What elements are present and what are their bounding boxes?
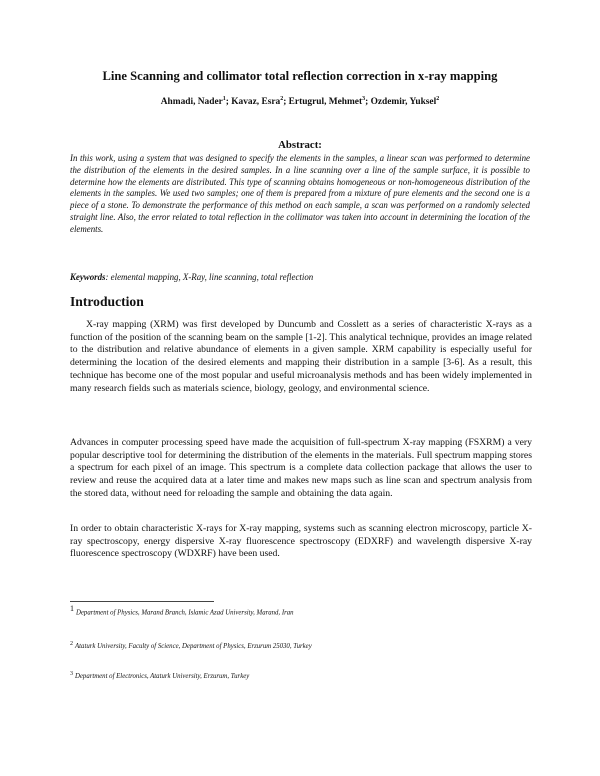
footnote-number: 2: [70, 640, 73, 647]
footnote-number: 1: [70, 604, 74, 613]
footnote-text: Department of Physics, Marand Branch, Islamic Azad University, Marand, Iran: [76, 609, 294, 617]
keywords-list: : elemental mapping, X-Ray, line scanning, total reflection: [105, 272, 314, 282]
author-name: Kavaz, Esra: [231, 97, 281, 107]
author-affiliation-mark: 3: [362, 95, 366, 102]
footnote-text: Ataturk University, Faculty of Science, Department of Physics, Erzurum 25030, Turkey: [75, 643, 312, 650]
body-paragraph: Advances in computer processing speed have made the acquisition of full-spectrum X-ray mapping (FSXRM) a very popular descriptive tool for determining the distribution of the elements in the materials. Full spectrum mapping stores a spectrum for each pixel of an image. This spectrum is a complete data collection package that allows the user to review and reuse the acquired data at a later time and makes new maps such as line scan and spectrum analysis from the stored data, without need for reloading the sample and obtaining the data again.: [70, 437, 532, 499]
footnote: [70, 640, 530, 650]
author-affiliation-mark: 2: [436, 95, 440, 102]
footnote-text: Department of Electronics, Ataturk University, Erzurum, Turkey: [75, 673, 250, 680]
abstract-heading: Abstract:: [278, 139, 322, 151]
author-affiliation-mark: 1: [222, 95, 226, 102]
author-separator: ;: [365, 97, 371, 107]
abstract-text: In this work, using a system that was designed to specify the elements in the samples, a linear scan was performed to determine the distribution of the elements in the desired samples. In a line scanning over a line of the sample surface, it is possible to determine how the elements are distributed. This type of scanning obtains homogeneous or non-homogeneous distribution of the elements in the samples. We used two samples; one of them is prepared from a mixture of pure elements and the second one is a piece of a stone. To demonstrate the performance of this method on each sample, a scan was performed on a randomly selected straight line. Also, the error related to total reflection in the collimator was taken into account in determining the location of the elements.: [70, 153, 530, 234]
body-paragraph: X-ray mapping (XRM) was first developed by Duncumb and Cosslett as a series of characteristic X-rays as a function of the position of the scanning beam on the sample [1-2]. This analytical technique, provides an image related to the distribution and relative abundance of elements in a given sample. XRM capability is especially useful for determining the location of the desired elements and mapping their distribution in a sample [3-6]. As a result, this technique has become one of the most popular and useful microanalysis methods and has been widely implemented in many research fields such as materials science, biology, geology, and environmental science.: [70, 319, 532, 394]
author-separator: ;: [225, 97, 232, 107]
keywords-label: Keywords: [70, 272, 106, 282]
footnote-number: 3: [70, 670, 73, 677]
author-separator: ;: [283, 97, 289, 107]
author-name: Ertugrul, Mehmet: [288, 97, 363, 107]
author-affiliation-mark: 2: [280, 95, 284, 102]
footnote: [70, 604, 530, 617]
paper-title: Line Scanning and collimator total reflection correction in x-ray mapping: [102, 69, 498, 83]
footnote: [70, 670, 530, 680]
section-heading-introduction: Introduction: [70, 294, 144, 309]
author-name: Ahmadi, Nader: [160, 97, 223, 107]
author-name: Ozdemir, Yuksel: [370, 97, 437, 107]
footnote-divider: [70, 601, 214, 602]
keywords: [70, 272, 530, 284]
body-paragraph: In order to obtain characteristic X-rays for X-ray mapping, systems such as scanning electron microscopy, particle X-ray spectroscopy, energy dispersive X-ray fluorescence spectroscopy (EDXRF) and wavelength dispersive X-ray fluorescence spectroscopy (WDXRF) have been used.: [70, 523, 532, 560]
author-line: [40, 97, 560, 107]
